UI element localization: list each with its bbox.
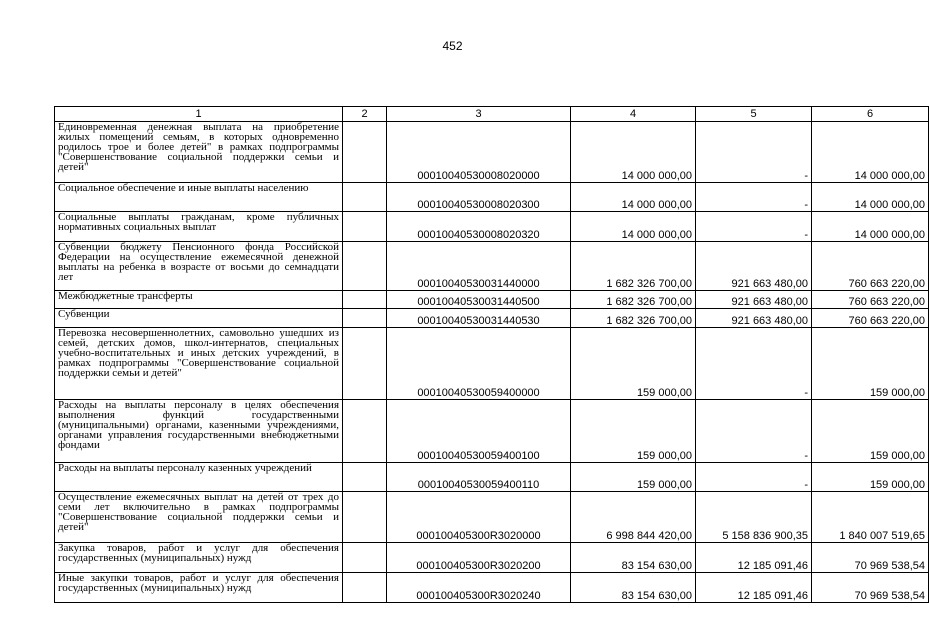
row-value-col6: 159 000,00 [812, 463, 929, 492]
budget-table [54, 106, 929, 603]
table-row [55, 242, 929, 291]
row-value-col4: 159 000,00 [571, 328, 696, 400]
header-col-3: 3 [387, 107, 571, 122]
row-value-col5: - [696, 122, 812, 183]
row-name: Социальное обеспечение и иные выплаты населению [55, 183, 343, 212]
row-name: Расходы на выплаты персоналу в целях обеспечения выполнения функций государственными (муниципальными) органами, казенными учреждениями, органами управления государственными внебюджетными фондами [55, 400, 343, 463]
row-value-col4: 83 154 630,00 [571, 573, 696, 603]
row-code: 00010040530031440500 [387, 291, 571, 309]
row-code: 00010040530059400100 [387, 400, 571, 463]
row-code: 00010040530059400110 [387, 463, 571, 492]
row-col2 [343, 463, 387, 492]
row-value-col6: 70 969 538,54 [812, 543, 929, 573]
row-value-col5: 921 663 480,00 [696, 242, 812, 291]
row-code: 000100405300R3020000 [387, 492, 571, 543]
row-col2 [343, 492, 387, 543]
row-col2 [343, 212, 387, 242]
header-col-6: 6 [812, 107, 929, 122]
row-name: Межбюджетные трансферты [55, 291, 343, 309]
row-value-col6: 70 969 538,54 [812, 573, 929, 603]
table-header-row [55, 107, 929, 122]
row-value-col4: 14 000 000,00 [571, 122, 696, 183]
row-col2 [343, 400, 387, 463]
row-value-col4: 1 682 326 700,00 [571, 242, 696, 291]
table-row [55, 400, 929, 463]
row-code: 000100405300R3020200 [387, 543, 571, 573]
row-value-col5: 921 663 480,00 [696, 291, 812, 309]
row-value-col5: - [696, 328, 812, 400]
row-code: 00010040530008020320 [387, 212, 571, 242]
row-col2 [343, 183, 387, 212]
row-value-col6: 14 000 000,00 [812, 212, 929, 242]
row-value-col5: 921 663 480,00 [696, 309, 812, 328]
row-value-col6: 760 663 220,00 [812, 309, 929, 328]
row-value-col6: 14 000 000,00 [812, 183, 929, 212]
page-number: 452 [442, 39, 463, 53]
row-col2 [343, 291, 387, 309]
row-name: Закупка товаров, работ и услуг для обеспечения государственных (муниципальных) нужд [55, 543, 343, 573]
table-row [55, 463, 929, 492]
row-value-col4: 14 000 000,00 [571, 212, 696, 242]
row-value-col4: 6 998 844 420,00 [571, 492, 696, 543]
row-code: 00010040530059400000 [387, 328, 571, 400]
row-code: 00010040530031440530 [387, 309, 571, 328]
row-value-col5: 12 185 091,46 [696, 543, 812, 573]
row-name: Субвенции бюджету Пенсионного фонда Российской Федерации на осуществление ежемесячной денежной выплаты на ребенка в возрасте от восьми до семнадцати лет [55, 242, 343, 291]
row-value-col4: 159 000,00 [571, 400, 696, 463]
row-code: 000100405300R3020240 [387, 573, 571, 603]
row-name: Единовременная денежная выплата на приобретение жилых помещений семьям, в которых одновременно родилось трое и более детей" в рамках подпрограммы "Совершенствование социальной поддержки семьи и детей" [55, 122, 343, 183]
row-value-col6: 159 000,00 [812, 328, 929, 400]
row-code: 00010040530008020300 [387, 183, 571, 212]
row-value-col5: 12 185 091,46 [696, 573, 812, 603]
row-value-col4: 1 682 326 700,00 [571, 291, 696, 309]
table-row [55, 573, 929, 603]
row-value-col6: 760 663 220,00 [812, 291, 929, 309]
table-row [55, 122, 929, 183]
table-row [55, 543, 929, 573]
row-name: Осуществление ежемесячных выплат на детей от трех до семи лет включительно в рамках подпрограммы "Совершенствование социальной поддержки семьи и детей" [55, 492, 343, 543]
row-value-col4: 1 682 326 700,00 [571, 309, 696, 328]
row-value-col4: 159 000,00 [571, 463, 696, 492]
table-row [55, 492, 929, 543]
row-col2 [343, 543, 387, 573]
row-value-col5: 5 158 836 900,35 [696, 492, 812, 543]
table-row [55, 328, 929, 400]
row-col2 [343, 328, 387, 400]
row-value-col4: 83 154 630,00 [571, 543, 696, 573]
row-col2 [343, 573, 387, 603]
row-value-col5: - [696, 212, 812, 242]
table-row [55, 183, 929, 212]
row-name: Перевозка несовершеннолетних, самовольно ушедших из семей, детских домов, школ-интернатов, специальных учебно-воспитательных и иных детских учреждений, в рамках подпрограммы "Совершенствование социальной поддержки семьи и детей" [55, 328, 343, 400]
row-value-col5: - [696, 400, 812, 463]
header-col-5: 5 [696, 107, 812, 122]
row-value-col5: - [696, 463, 812, 492]
header-col-4: 4 [571, 107, 696, 122]
row-code: 00010040530031440000 [387, 242, 571, 291]
row-value-col6: 1 840 007 519,65 [812, 492, 929, 543]
row-value-col5: - [696, 183, 812, 212]
row-name: Субвенции [55, 309, 343, 328]
row-col2 [343, 122, 387, 183]
table-row [55, 291, 929, 309]
row-col2 [343, 242, 387, 291]
row-name: Иные закупки товаров, работ и услуг для обеспечения государственных (муниципальных) нужд [55, 573, 343, 603]
row-code: 00010040530008020000 [387, 122, 571, 183]
row-value-col6: 760 663 220,00 [812, 242, 929, 291]
row-name: Расходы на выплаты персоналу казенных учреждений [55, 463, 343, 492]
row-name: Социальные выплаты гражданам, кроме публичных нормативных социальных выплат [55, 212, 343, 242]
header-col-2: 2 [343, 107, 387, 122]
row-col2 [343, 309, 387, 328]
table-row [55, 212, 929, 242]
table-row [55, 309, 929, 328]
row-value-col4: 14 000 000,00 [571, 183, 696, 212]
header-col-1: 1 [55, 107, 343, 122]
row-value-col6: 159 000,00 [812, 400, 929, 463]
row-value-col6: 14 000 000,00 [812, 122, 929, 183]
